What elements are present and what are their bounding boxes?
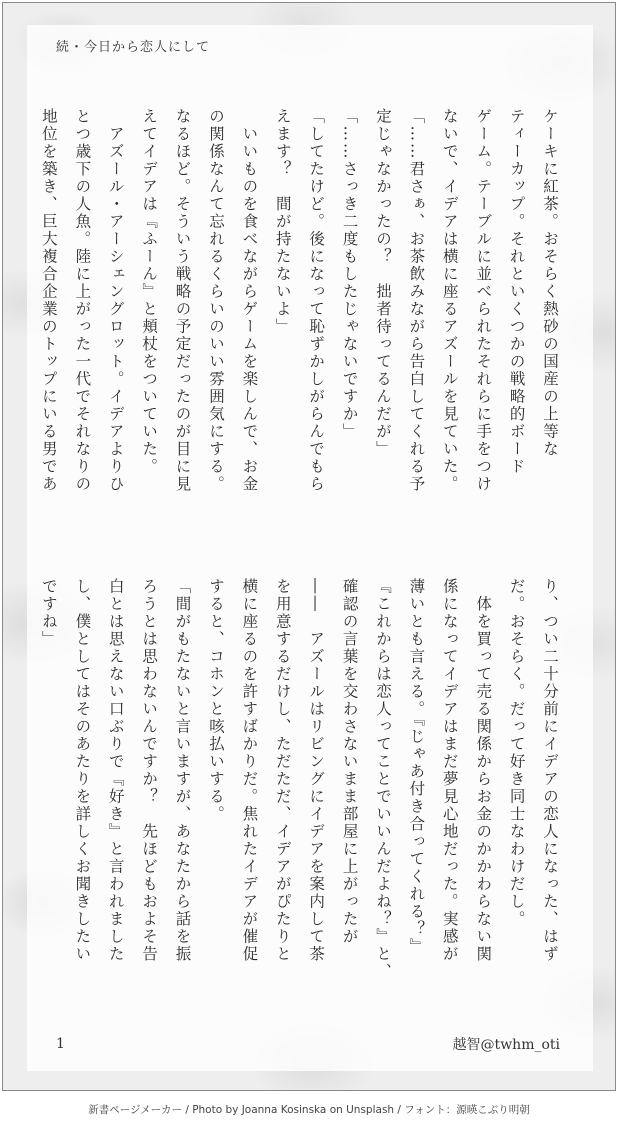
text-line: 確認の言葉を交わさないまま部屋に上がったが [340,578,359,946]
text-line: いいものを食べながらゲームを楽しんで、お金 [240,108,259,493]
text-line: アズール・アーシェングロット。イデアよりひ [106,108,125,493]
text-line: 係になってイデアはまだ夢見心地だった。実感が [440,578,459,963]
author-credit: 越智@twhm_oti [452,1037,560,1053]
text-line: の関係なんて忘れるくらいのいい雰囲気にする。 [206,108,225,493]
text-line: ろうとは思わないんですか？ 先ほどもおよそ告 [140,578,159,963]
text-line: を用意するだけし、ただただ、イデアがぴたりと [273,578,292,963]
image-credit-line: 新書ページメーカー / Photo by Joanna Kosinska on Unsplash / フォント：源暎こぶり明朝 [88,1104,530,1116]
text-line: 『これからは恋人ってことでいいんだよね？』と、 [373,578,392,981]
text-line: り、つい二十分前にイデアの恋人になった、はず [541,578,559,963]
text-line: 「してたけど。後になって恥ずかしがらんでもら [307,108,326,493]
text-line: ケーキに紅茶。おそらく熱砂の国産の上等な [541,108,559,458]
text-line: 「……君さぁ、お茶飲みながら告白してくれる予 [407,108,426,493]
body-text-lower [32,578,567,1008]
text-line: 体を買って売る関係からお金のかかわらない関 [474,578,493,963]
text-line: し、僕としてはそのあたりを詳しくお聞きしたい [73,578,92,963]
text-line: とつ歳下の人魚。陸に上がった一代でそれなりの [73,108,92,493]
text-line: 「……さっき二度もしたじゃないですか」 [340,108,359,441]
text-line: えます？ 間が持たないよ」 [273,108,292,336]
text-line: えてイデアは『ふーん』と頬杖をついていた。 [140,108,159,476]
text-line: 白とは思えない口ぶりで『好き』と言われました [106,578,125,963]
text-line: ティーカップ。それといくつかの戦略的ボード [507,108,526,476]
text-line: ですね」 [39,578,58,648]
text-line: 薄いとも言える。『じゃあ付き合ってくれる？』 [407,578,426,956]
page-number: 1 [56,1036,65,1052]
text-line: なるほど。そういう戦略の予定だったのが目に見 [173,108,192,493]
body-text-upper [32,108,567,538]
text-line: 横に座るのを許すばかりだ。焦れたイデアが催促 [240,578,259,963]
text-line: 「間がもたないと言いますが、あなたから話を振 [173,578,192,963]
text-line: だ。おそらく。だって好き同士なわけだし。 [507,578,526,928]
text-line: すると、コホンと咳払いする。 [206,578,225,823]
text-line: ―― アズールはリビングにイデアを案内して茶 [307,578,326,963]
text-line: 定じゃなかったの？ 拙者待ってるんだが」 [373,108,392,458]
text-line: 地位を築き、巨大複合企業のトップにいる男であ [39,108,58,493]
text-line: ゲーム。テーブルに並べられたそれらに手をつけ [474,108,493,493]
text-line: ないで、イデアは横に座るアズールを見ていた。 [440,108,459,493]
running-header-title: 続・今日から恋人にして [56,40,211,55]
